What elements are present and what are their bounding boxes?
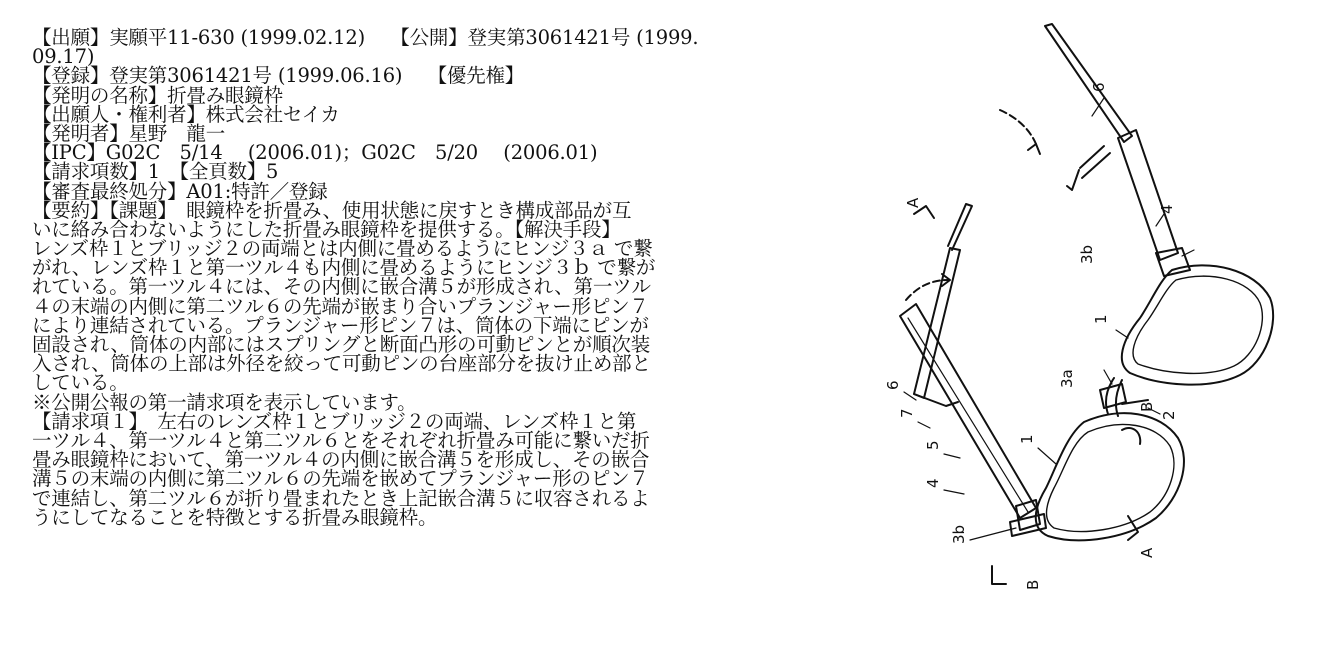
label-a-bottom: A — [1138, 547, 1156, 558]
label-7: 7 — [898, 408, 916, 418]
text-line: レンズ枠１とブリッジ２の両端とは内側に畳めるようにヒンジ３ａ で繋 — [32, 237, 653, 261]
lower-lens-rim — [1036, 413, 1184, 540]
text-line: 【発明の名称】折畳み眼鏡枠 — [32, 83, 283, 107]
label-2: 2 — [1160, 410, 1178, 420]
upper-first-temple — [1118, 130, 1178, 260]
text-line: がれ、レンズ枠１と第一ツル４も内側に畳めるようにヒンジ３ｂ で繋が — [32, 256, 656, 280]
upper-second-temple — [1045, 24, 1132, 142]
leader-lines — [904, 98, 1194, 540]
text-line: 固設され、筒体の内部にはスプリングと断面凸形の可動ピンとが順次装 — [32, 333, 650, 356]
upper-rotation-arrow — [1000, 110, 1036, 144]
patent-abstract-text — [32, 28, 767, 527]
lower-second-temple — [914, 248, 960, 398]
lower-lens-inner — [1046, 424, 1173, 531]
label-5: 5 — [924, 440, 942, 450]
text-line: 【審査最終処分】A01:特許／登録 — [32, 179, 328, 203]
text-line: 畳み眼鏡枠において、第一ツル４の内側に嵌合溝５を形成し、その嵌合 — [32, 448, 650, 472]
text-line: 【IPC】G02C 5/14 (2006.01)；G02C 5/20 (2006.01) — [32, 141, 598, 165]
folding-eyeglass-frame-drawing — [860, 18, 1330, 638]
lower-hinge-block — [1010, 514, 1046, 536]
text-line: 【登録】登実第3061421号 (1999.06.16) 【優先権】 — [32, 64, 525, 88]
text-line: 【請求項１】 左右のレンズ枠１とブリッジ２の両端、レンズ枠１と第 — [32, 409, 637, 433]
text-line: 【要約】【課題】 眼鏡枠を折畳み、使用状態に戻すとき構成部品が互 — [32, 198, 632, 222]
text-line: 【請求項数】1 【全頁数】5 — [32, 160, 279, 184]
text-line: で連結し、第二ツル６が折り畳まれたとき上記嵌合溝５に収容されるよ — [32, 486, 650, 510]
text-line: 09.17) — [32, 45, 95, 69]
section-b-bottom — [992, 566, 1006, 584]
label-a-top: A — [904, 197, 922, 208]
text-line: ※公開公報の第一請求項を表示しています。 — [32, 390, 417, 414]
text-line: 入され、筒体の上部は外径を絞って可動ピンの台座部分を抜け止め部と — [32, 352, 651, 376]
upper-hinge-3b — [1156, 248, 1190, 276]
label-4-bottom: 4 — [924, 478, 942, 488]
label-3b-top: 3b — [1078, 244, 1096, 264]
lower-temple-fold — [914, 394, 958, 406]
text-line: 【出願人・権利者】株式会社セイカ — [32, 102, 340, 126]
text-line: 【出願】実願平11-630 (1999.02.12) 【公開】登実第3061421号 (1999. — [32, 26, 699, 49]
nose-pad — [1122, 428, 1140, 444]
patent-figure-svg — [860, 18, 1330, 638]
text-line: いに絡み合わないようにした折畳み眼鏡枠を提供する。【解決手段】 — [32, 217, 621, 241]
label-4-top: 4 — [1158, 204, 1176, 214]
label-6-top: 6 — [1090, 82, 1108, 92]
text-line: ４の末端の内側に第二ツル６の先端が嵌まり合いプランジャー形ピン７ — [32, 294, 649, 318]
upper-lens-inner — [1133, 276, 1262, 373]
lower-first-temple — [900, 304, 1036, 518]
text-line: 溝５の末端の内側に第二ツル６の先端を嵌めてプランジャー形のピン７ — [32, 467, 649, 491]
label-1-top: 1 — [1092, 314, 1110, 324]
label-b-bottom: B — [1024, 579, 1042, 590]
text-line: 【発明者】星野 龍一 — [32, 121, 226, 145]
text-line: うにしてなることを特徴とする折畳み眼鏡枠。 — [32, 505, 438, 529]
label-1-bottom: 1 — [1018, 434, 1036, 444]
upper-rotation-arrowhead — [1028, 144, 1040, 154]
text-line: している。 — [32, 371, 129, 395]
label-b-right: B — [1138, 401, 1156, 412]
text-line: れている。第一ツル４には、その内側に嵌合溝５が形成され、第一ツル — [32, 275, 651, 299]
label-6-left: 6 — [884, 380, 902, 390]
upper-temple-inner-arm — [1067, 146, 1110, 190]
label-3a: 3a — [1058, 369, 1076, 388]
text-line: 一ツル４、第一ツル４と第二ツル６とをそれぞれ折畳み可能に繋いだ折 — [32, 428, 650, 452]
text-line: により連結されている。プランジャー形ピン７は、筒体の下端にピンが — [32, 313, 649, 337]
label-3b-bottom: 3b — [950, 524, 968, 544]
lower-second-temple-bend — [948, 204, 972, 250]
